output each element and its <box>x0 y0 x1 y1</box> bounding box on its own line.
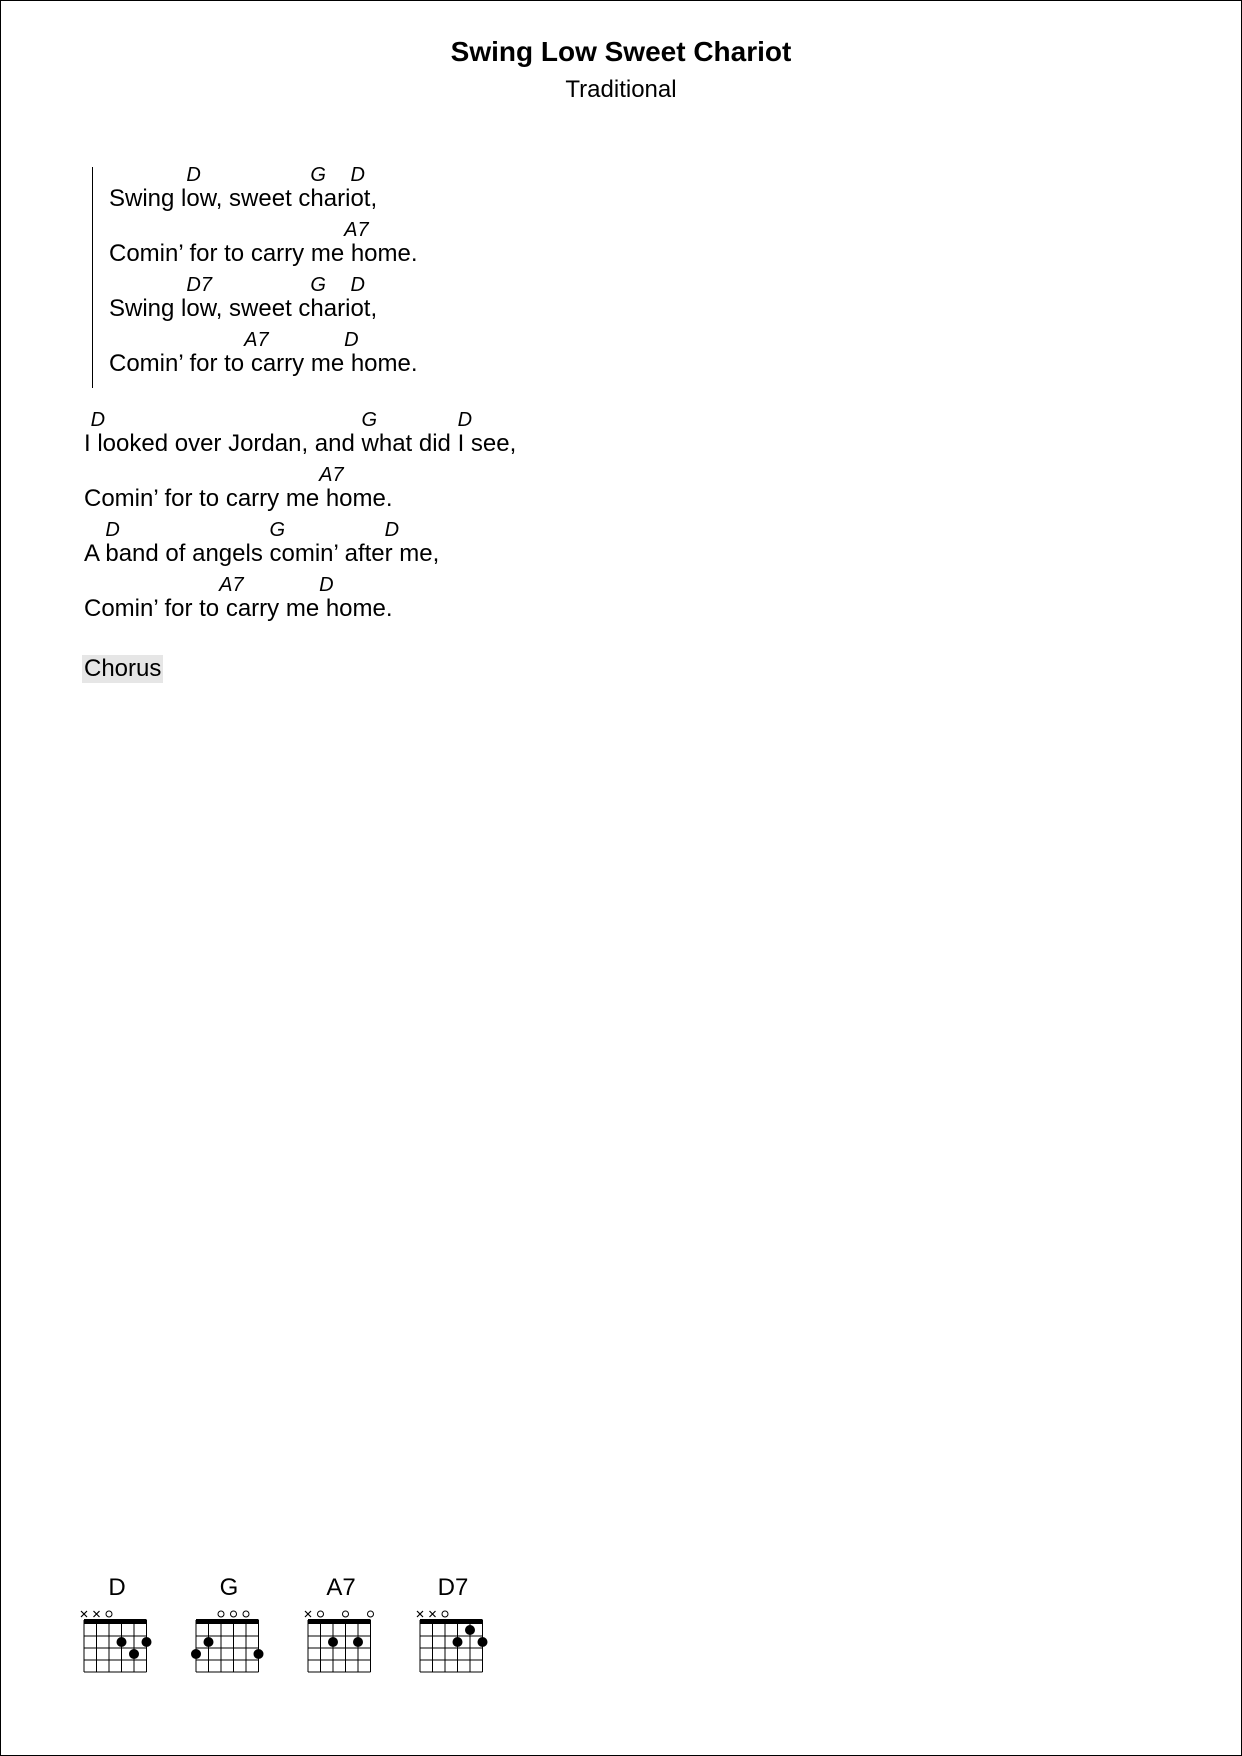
chorus-reference: Chorus <box>84 655 162 682</box>
finger-dot <box>142 1637 152 1647</box>
fretboard-grid <box>418 1605 488 1675</box>
nut <box>84 1619 147 1624</box>
nut <box>308 1619 371 1624</box>
song-title: Swing Low Sweet Chariot <box>450 36 792 67</box>
muted-string-marker <box>81 1611 87 1617</box>
open-string-marker <box>218 1611 224 1617</box>
chord-symbol: D <box>319 574 334 596</box>
chord-diagram-a7 <box>306 1575 376 1675</box>
open-string-marker <box>343 1611 349 1617</box>
lyric-text: Comin’ for to carry me home. <box>84 595 393 622</box>
open-string-marker <box>442 1611 448 1617</box>
finger-dot <box>117 1637 127 1647</box>
chord-diagram-g <box>194 1575 264 1675</box>
chord-symbol: D <box>105 519 120 541</box>
finger-dot <box>129 1649 139 1659</box>
muted-string-marker <box>94 1611 100 1617</box>
chord-diagram-name: A7 <box>326 1574 356 1601</box>
finger-dot <box>328 1637 338 1647</box>
chord-symbol: D <box>457 409 473 431</box>
chord-symbol: D <box>384 519 400 541</box>
chord-diagram-name: D <box>108 1574 126 1601</box>
chord-symbol: D <box>90 409 106 431</box>
chord-diagram-name: G <box>219 1574 239 1601</box>
muted-string-marker <box>430 1611 436 1617</box>
open-string-marker <box>231 1611 237 1617</box>
muted-string-marker <box>417 1611 423 1617</box>
chord-symbol: D <box>350 274 365 296</box>
lyric-text: Comin’ for to carry me home. <box>109 240 418 267</box>
lyric-text: Comin’ for to carry me home. <box>84 485 393 512</box>
song-subtitle: Traditional <box>565 76 677 103</box>
chord-symbol: G <box>310 164 326 186</box>
fretboard-grid <box>194 1605 264 1675</box>
finger-dot <box>353 1637 363 1647</box>
open-string-marker <box>318 1611 324 1617</box>
chord-symbol: A7 <box>244 329 269 351</box>
lyric-text: A band of angels comin’ after me, <box>84 540 440 567</box>
fretboard-grid <box>82 1605 152 1675</box>
open-string-marker <box>368 1611 374 1617</box>
lyric-text: I looked over Jordan, and what did I see, <box>84 430 517 457</box>
chord-symbol: A7 <box>219 574 244 596</box>
finger-dot <box>465 1625 475 1635</box>
chord-diagram-d <box>82 1575 152 1675</box>
finger-dot <box>254 1649 264 1659</box>
muted-string-marker <box>305 1611 311 1617</box>
finger-dot <box>478 1637 488 1647</box>
chord-symbol: D <box>186 164 201 186</box>
open-string-marker <box>106 1611 112 1617</box>
lyric-text: Comin’ for to carry me home. <box>109 350 418 377</box>
finger-dot <box>191 1649 201 1659</box>
nut <box>420 1619 483 1624</box>
finger-dot <box>204 1637 214 1647</box>
fretboard-grid <box>306 1605 376 1675</box>
chord-diagram-d7 <box>418 1575 488 1675</box>
chord-symbol: D7 <box>186 274 212 296</box>
open-string-marker <box>243 1611 249 1617</box>
chorus-bar <box>92 167 93 388</box>
lyric-text: Swing low, sweet chariot, <box>109 295 378 322</box>
chord-symbol: G <box>361 409 378 431</box>
lyric-text: Swing low, sweet chariot, <box>109 185 378 212</box>
finger-dot <box>453 1637 463 1647</box>
nut <box>196 1619 259 1624</box>
chord-symbol: A7 <box>319 464 344 486</box>
chord-symbol: A7 <box>344 219 369 241</box>
chord-symbol: D <box>350 164 365 186</box>
chord-diagram-name: D7 <box>437 1574 469 1601</box>
chord-symbol: D <box>344 329 359 351</box>
chord-symbol: G <box>269 519 286 541</box>
chord-symbol: G <box>310 274 326 296</box>
